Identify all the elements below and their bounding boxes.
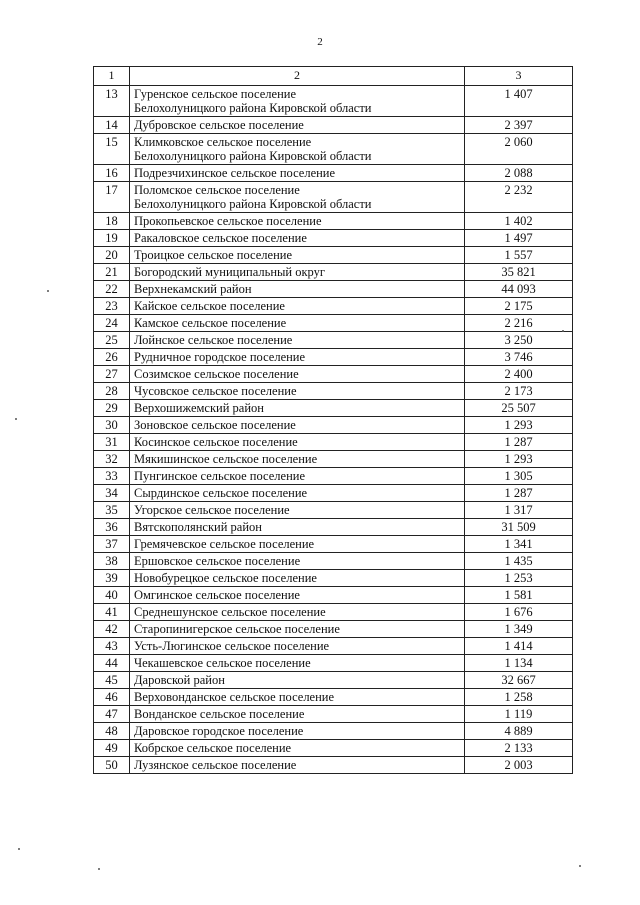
population-value: 1 341 bbox=[465, 536, 573, 553]
municipality-name-line: Белохолуницкого района Кировской области bbox=[134, 149, 372, 163]
municipality-name-line: Белохолуницкого района Кировской области bbox=[134, 197, 372, 211]
municipality-name-line: Чекашевское сельское поселение bbox=[134, 656, 311, 670]
municipality-name-cell bbox=[130, 502, 465, 519]
row-number: 49 bbox=[94, 740, 130, 757]
municipality-name-cell bbox=[130, 451, 465, 468]
municipality-name-line: Дубровское сельское поселение bbox=[134, 118, 304, 132]
municipality-name-line: Сырдинское сельское поселение bbox=[134, 486, 308, 500]
row-number: 43 bbox=[94, 638, 130, 655]
population-value: 31 509 bbox=[465, 519, 573, 536]
row-number: 25 bbox=[94, 332, 130, 349]
municipality-name-line: Омгинское сельское поселение bbox=[134, 588, 300, 602]
row-number: 29 bbox=[94, 400, 130, 417]
table-row bbox=[94, 638, 573, 655]
row-number: 17 bbox=[94, 182, 130, 213]
municipality-name-line: Старопинигерское сельское поселение bbox=[134, 622, 340, 636]
row-number: 21 bbox=[94, 264, 130, 281]
municipality-name-cell bbox=[130, 281, 465, 298]
municipality-name-line: Прокопьевское сельское поселение bbox=[134, 214, 322, 228]
population-value: 3 250 bbox=[465, 332, 573, 349]
population-value: 25 507 bbox=[465, 400, 573, 417]
municipality-name-cell bbox=[130, 519, 465, 536]
municipality-name-cell bbox=[130, 134, 465, 165]
municipality-name-cell bbox=[130, 366, 465, 383]
row-number: 37 bbox=[94, 536, 130, 553]
municipality-name-cell bbox=[130, 621, 465, 638]
row-number: 18 bbox=[94, 213, 130, 230]
population-value: 1 317 bbox=[465, 502, 573, 519]
municipality-name-line: Климковское сельское поселение bbox=[134, 135, 312, 149]
table-row bbox=[94, 672, 573, 689]
table-row bbox=[94, 298, 573, 315]
table-row bbox=[94, 689, 573, 706]
municipality-name-line: Зоновское сельское поселение bbox=[134, 418, 296, 432]
population-value: 35 821 bbox=[465, 264, 573, 281]
row-number: 38 bbox=[94, 553, 130, 570]
table-row bbox=[94, 757, 573, 774]
row-number: 42 bbox=[94, 621, 130, 638]
municipality-name-line: Даровской район bbox=[134, 673, 225, 687]
municipality-name-line: Белохолуницкого района Кировской области bbox=[134, 101, 372, 115]
municipality-name-line: Мякишинское сельское поселение bbox=[134, 452, 318, 466]
row-number: 35 bbox=[94, 502, 130, 519]
population-value: 1 581 bbox=[465, 587, 573, 604]
municipality-name-line: Гремячевское сельское поселение bbox=[134, 537, 315, 551]
scan-speck bbox=[18, 848, 20, 850]
table-row bbox=[94, 502, 573, 519]
municipality-name-line: Вятскополянский район bbox=[134, 520, 262, 534]
municipality-name-line: Косинское сельское поселение bbox=[134, 435, 298, 449]
table-row bbox=[94, 366, 573, 383]
municipality-name-cell bbox=[130, 298, 465, 315]
municipality-name-line: Лузянское сельское поселение bbox=[134, 758, 297, 772]
table-row bbox=[94, 134, 573, 165]
municipality-name-cell bbox=[130, 672, 465, 689]
municipality-name-cell bbox=[130, 536, 465, 553]
municipality-name-cell bbox=[130, 349, 465, 366]
municipality-name-line: Угорское сельское поселение bbox=[134, 503, 290, 517]
municipality-name-line: Лойнское сельское поселение bbox=[134, 333, 293, 347]
population-value: 1 557 bbox=[465, 247, 573, 264]
municipality-name-line: Подрезчихинское сельское поселение bbox=[134, 166, 336, 180]
population-value: 1 435 bbox=[465, 553, 573, 570]
table-row bbox=[94, 706, 573, 723]
row-number: 15 bbox=[94, 134, 130, 165]
row-number: 27 bbox=[94, 366, 130, 383]
row-number: 48 bbox=[94, 723, 130, 740]
page-number: 2 bbox=[317, 36, 323, 48]
table-row bbox=[94, 383, 573, 400]
municipality-name-line: Камское сельское поселение bbox=[134, 316, 287, 330]
table-row bbox=[94, 417, 573, 434]
population-value: 1 497 bbox=[465, 230, 573, 247]
table-row bbox=[94, 604, 573, 621]
population-value: 1 676 bbox=[465, 604, 573, 621]
municipality-name-cell bbox=[130, 117, 465, 134]
population-value: 1 407 bbox=[465, 86, 573, 117]
table-row bbox=[94, 264, 573, 281]
table-row bbox=[94, 723, 573, 740]
table-header-row bbox=[94, 67, 573, 86]
municipality-name-cell bbox=[130, 315, 465, 332]
municipality-name-cell bbox=[130, 570, 465, 587]
municipality-name-line: Усть-Люгинское сельское поселение bbox=[134, 639, 330, 653]
municipality-name-cell bbox=[130, 383, 465, 400]
column-header: 1 bbox=[94, 67, 130, 86]
population-value: 4 889 bbox=[465, 723, 573, 740]
row-number: 28 bbox=[94, 383, 130, 400]
row-number: 44 bbox=[94, 655, 130, 672]
municipality-name-line: Вонданское сельское поселение bbox=[134, 707, 305, 721]
table-row bbox=[94, 230, 573, 247]
population-value: 2 133 bbox=[465, 740, 573, 757]
row-number: 34 bbox=[94, 485, 130, 502]
population-value: 44 093 bbox=[465, 281, 573, 298]
scan-speck bbox=[15, 418, 17, 420]
table-row bbox=[94, 570, 573, 587]
row-number: 39 bbox=[94, 570, 130, 587]
municipality-name-line: Поломское сельское поселение bbox=[134, 183, 300, 197]
table-row bbox=[94, 165, 573, 182]
population-value: 2 060 bbox=[465, 134, 573, 165]
row-number: 33 bbox=[94, 468, 130, 485]
municipality-name-line: Пунгинское сельское поселение bbox=[134, 469, 305, 483]
row-number: 36 bbox=[94, 519, 130, 536]
municipality-name-cell bbox=[130, 332, 465, 349]
municipality-name-cell bbox=[130, 723, 465, 740]
row-number: 16 bbox=[94, 165, 130, 182]
row-number: 20 bbox=[94, 247, 130, 264]
column-header: 3 bbox=[465, 67, 573, 86]
table-row bbox=[94, 451, 573, 468]
municipality-name-line: Ракаловское сельское поселение bbox=[134, 231, 307, 245]
table-row bbox=[94, 655, 573, 672]
municipality-name-cell bbox=[130, 689, 465, 706]
municipality-name-cell bbox=[130, 213, 465, 230]
row-number: 31 bbox=[94, 434, 130, 451]
municipality-name-cell bbox=[130, 757, 465, 774]
population-value: 1 305 bbox=[465, 468, 573, 485]
municipality-name-cell bbox=[130, 553, 465, 570]
municipality-name-cell bbox=[130, 638, 465, 655]
population-value: 1 287 bbox=[465, 434, 573, 451]
municipality-name-line: Верхошижемский район bbox=[134, 401, 264, 415]
municipality-name-line: Рудничное городское поселение bbox=[134, 350, 306, 364]
municipality-name-cell bbox=[130, 165, 465, 182]
table-row bbox=[94, 86, 573, 117]
municipality-name-cell bbox=[130, 417, 465, 434]
population-value: 2 003 bbox=[465, 757, 573, 774]
population-value: 1 349 bbox=[465, 621, 573, 638]
table-row bbox=[94, 281, 573, 298]
municipality-name-line: Чусовское сельское поселение bbox=[134, 384, 297, 398]
population-value: 2 216 bbox=[465, 315, 573, 332]
municipality-name-cell bbox=[130, 434, 465, 451]
scan-speck bbox=[562, 330, 564, 332]
municipality-name-cell bbox=[130, 706, 465, 723]
population-value: 1 287 bbox=[465, 485, 573, 502]
municipality-name-line: Кобрское сельское поселение bbox=[134, 741, 292, 755]
municipality-name-line: Даровское городское поселение bbox=[134, 724, 304, 738]
row-number: 45 bbox=[94, 672, 130, 689]
municipality-name-cell bbox=[130, 587, 465, 604]
municipality-name-cell bbox=[130, 655, 465, 672]
table-row bbox=[94, 434, 573, 451]
population-value: 1 258 bbox=[465, 689, 573, 706]
row-number: 30 bbox=[94, 417, 130, 434]
table-row bbox=[94, 485, 573, 502]
row-number: 40 bbox=[94, 587, 130, 604]
population-value: 2 397 bbox=[465, 117, 573, 134]
population-value: 1 119 bbox=[465, 706, 573, 723]
population-value: 3 746 bbox=[465, 349, 573, 366]
population-value: 1 253 bbox=[465, 570, 573, 587]
municipality-name-line: Среднешунское сельское поселение bbox=[134, 605, 326, 619]
population-value: 2 088 bbox=[465, 165, 573, 182]
table-row bbox=[94, 400, 573, 417]
municipality-name-cell bbox=[130, 740, 465, 757]
table-row bbox=[94, 247, 573, 264]
table-row bbox=[94, 349, 573, 366]
row-number: 46 bbox=[94, 689, 130, 706]
table-row bbox=[94, 117, 573, 134]
municipality-name-cell bbox=[130, 264, 465, 281]
table-row bbox=[94, 315, 573, 332]
table-row bbox=[94, 468, 573, 485]
table-row bbox=[94, 519, 573, 536]
data-table bbox=[93, 66, 573, 774]
population-value: 1 293 bbox=[465, 417, 573, 434]
population-value: 1 402 bbox=[465, 213, 573, 230]
municipality-name-cell bbox=[130, 86, 465, 117]
table-row bbox=[94, 332, 573, 349]
population-value: 2 175 bbox=[465, 298, 573, 315]
population-value: 1 134 bbox=[465, 655, 573, 672]
table-row bbox=[94, 213, 573, 230]
row-number: 47 bbox=[94, 706, 130, 723]
row-number: 24 bbox=[94, 315, 130, 332]
row-number: 32 bbox=[94, 451, 130, 468]
row-number: 13 bbox=[94, 86, 130, 117]
row-number: 41 bbox=[94, 604, 130, 621]
municipality-name-line: Троицкое сельское поселение bbox=[134, 248, 293, 262]
population-value: 1 293 bbox=[465, 451, 573, 468]
municipality-name-cell bbox=[130, 604, 465, 621]
population-value: 2 232 bbox=[465, 182, 573, 213]
municipality-name-line: Гуренское сельское поселение bbox=[134, 87, 297, 101]
municipality-name-cell bbox=[130, 485, 465, 502]
population-value: 2 173 bbox=[465, 383, 573, 400]
table-row bbox=[94, 587, 573, 604]
municipality-name-line: Богородский муниципальный округ bbox=[134, 265, 326, 279]
municipality-name-cell bbox=[130, 182, 465, 213]
table-row bbox=[94, 536, 573, 553]
row-number: 50 bbox=[94, 757, 130, 774]
scan-speck bbox=[579, 865, 581, 867]
municipality-name-line: Кайское сельское поселение bbox=[134, 299, 285, 313]
municipality-name-line: Ершовское сельское поселение bbox=[134, 554, 301, 568]
table-row bbox=[94, 182, 573, 213]
table-row bbox=[94, 740, 573, 757]
municipality-name-cell bbox=[130, 230, 465, 247]
table-row bbox=[94, 621, 573, 638]
municipality-name-cell bbox=[130, 468, 465, 485]
municipality-name-line: Верхнекамский район bbox=[134, 282, 252, 296]
scan-speck bbox=[98, 868, 100, 870]
row-number: 14 bbox=[94, 117, 130, 134]
column-header: 2 bbox=[130, 67, 465, 86]
row-number: 26 bbox=[94, 349, 130, 366]
municipality-name-line: Новобурецкое сельское поселение bbox=[134, 571, 317, 585]
municipality-name-cell bbox=[130, 247, 465, 264]
municipality-name-cell bbox=[130, 400, 465, 417]
table-body bbox=[94, 86, 573, 774]
row-number: 22 bbox=[94, 281, 130, 298]
table-row bbox=[94, 553, 573, 570]
row-number: 23 bbox=[94, 298, 130, 315]
population-value: 32 667 bbox=[465, 672, 573, 689]
population-value: 1 414 bbox=[465, 638, 573, 655]
population-value: 2 400 bbox=[465, 366, 573, 383]
municipality-name-line: Созимское сельское поселение bbox=[134, 367, 299, 381]
scan-speck bbox=[47, 290, 49, 292]
row-number: 19 bbox=[94, 230, 130, 247]
municipality-name-line: Верховонданское сельское поселение bbox=[134, 690, 335, 704]
